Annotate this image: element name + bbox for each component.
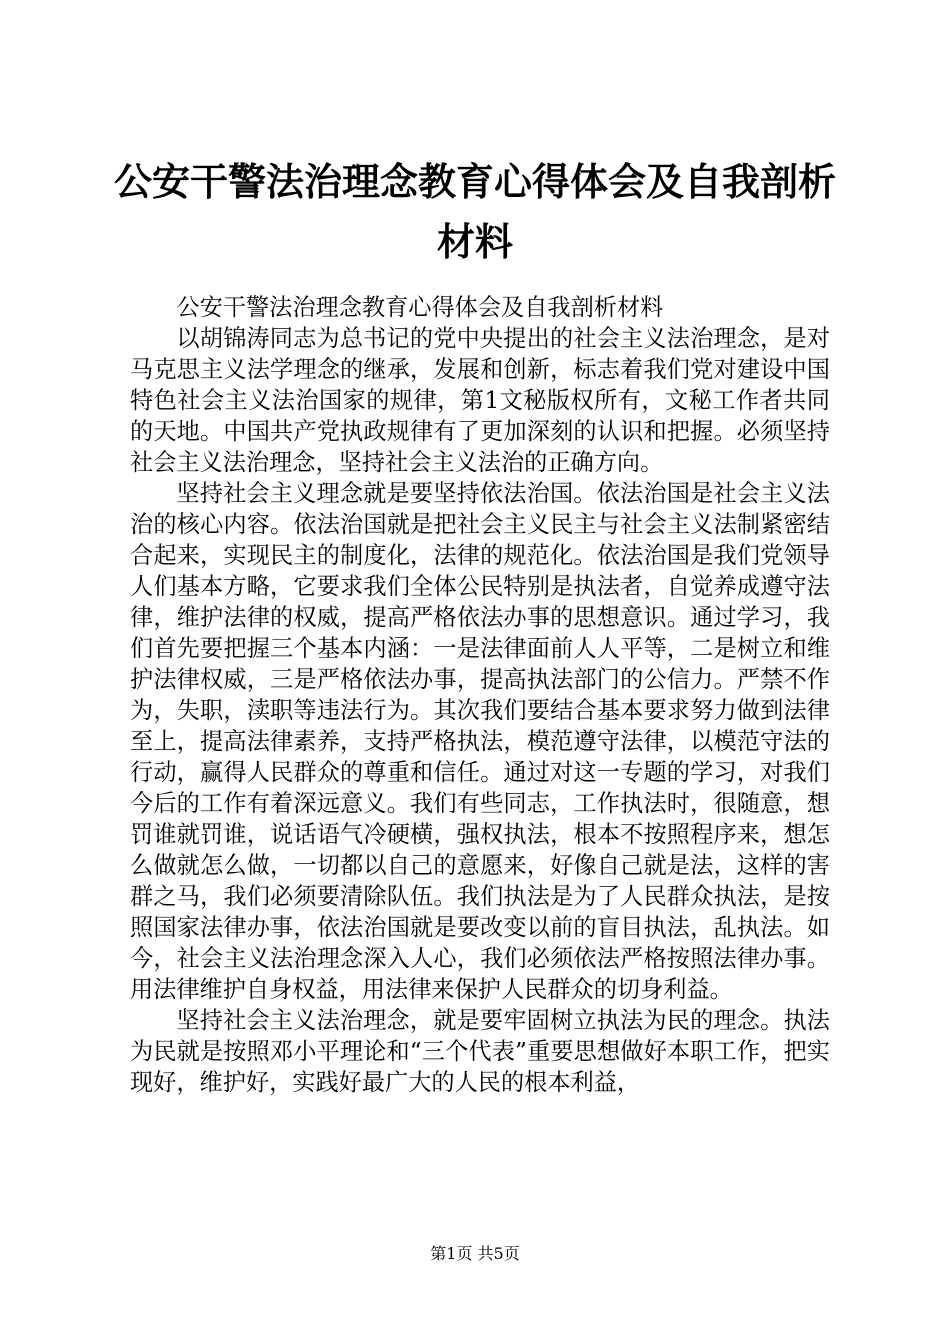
body-paragraph-subtitle: 公安干警法治理念教育心得体会及自我剖析材料 (176, 294, 664, 321)
document-title: 公安干警法治理念教育心得体会及自我剖析材料 (113, 160, 836, 264)
body-paragraph: 坚持社会主义法治理念，就是要牢固树立执法为民的理念。执法为民就是按照邓小平理论和“三个代表”重要思想做好本职工作，把实现好，维护好，实践好最广大的人民的根本利益， (130, 1007, 830, 1096)
document-body (130, 292, 830, 1098)
body-paragraph: 以胡锦涛同志为总书记的党中央提出的社会主义法治理念，是对马克思主义法学理念的继承，发展和创新，标志着我们党对建设中国特色社会主义法治国家的规律，第1文秘版权所有，文秘工作者共同的天地。中国共产党执政规律有了更加深刻的认识和把握。必须坚持社会主义法治理念，坚持社会主义法治的正确方向。 (130, 325, 830, 476)
body-paragraph: 坚持社会主义理念就是要坚持依法治国。依法治国是社会主义法治的核心内容。依法治国就是把社会主义民主与社会主义法制紧密结合起来，实现民主的制度化，法律的规范化。依法治国是我们党领导人们基本方略，它要求我们全体公民特别是执法者，自觉养成遵守法律，维护法律的权威，提高严格依法办事的思想意识。通过学习，我们首先要把握三个基本内涵：一是法律面前人人平等，二是树立和维护法律权威，三是严格依法办事，提高执法部门的公信力。严禁不作为，失职，渎职等违法行为。其次我们要结合基本要求努力做到法律至上，提高法律素养，支持严格执法，模范遵守法律，以模范守法的行动，赢得人民群众的尊重和信任。通过对这一专题的学习，对我们今后的工作有着深远意义。我们有些同志，工作执法时，很随意，想罚谁就罚谁，说话语气冷硬横，强权执法，根本不按照程序来，想怎么做就怎么做，一切都以自己的意愿来，好像自己就是法，这样的害群之马，我们必须要清除队伍。我们执法是为了人民群众执法，是按照国家法律办事，依法治国就是要改变以前的盲目执法，乱执法。如今，社会主义法治理念深入人心，我们必须依法严格按照法律办事。用法律维护自身权益，用法律来保护人民群众的切身利益。 (130, 480, 830, 1003)
page-footer: 第1页 共5页 (430, 1244, 520, 1263)
